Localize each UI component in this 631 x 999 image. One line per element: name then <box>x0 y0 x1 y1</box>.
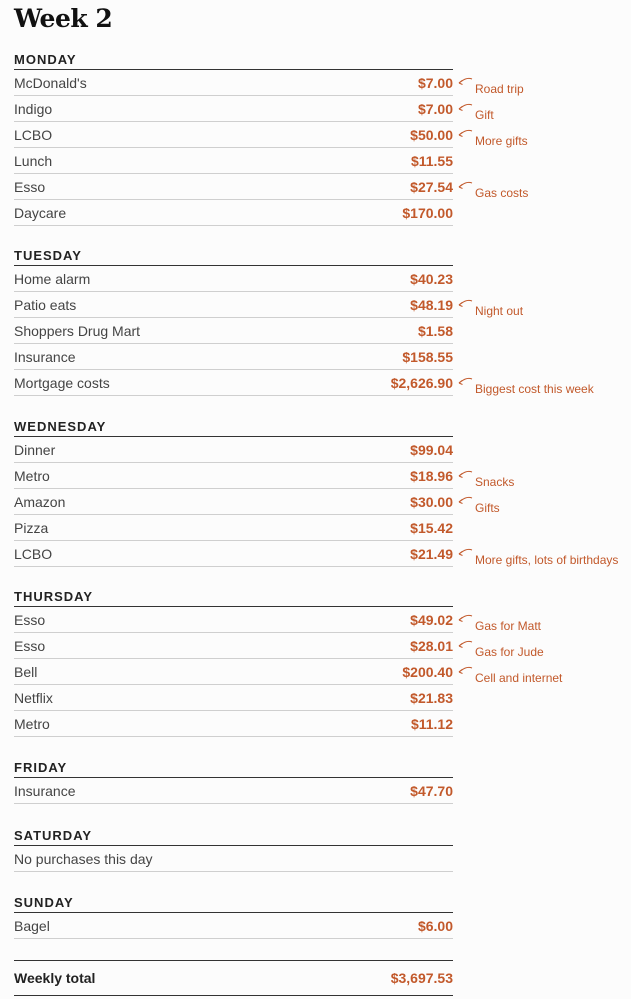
expense-amount: $7.00 <box>417 100 453 117</box>
annotation-text: Road trip <box>475 82 524 96</box>
expense-row <box>14 266 453 292</box>
expense-row <box>14 659 453 685</box>
day-heading: THURSDAY <box>14 589 453 607</box>
curved-arrow-icon <box>457 376 473 390</box>
curved-arrow-icon <box>457 469 473 483</box>
page-title: Week 2 <box>14 4 113 33</box>
expense-label: Esso <box>14 611 46 628</box>
expense-label: Pizza <box>14 519 49 536</box>
expense-amount: $99.04 <box>410 441 453 458</box>
expense-amount: $200.40 <box>402 663 453 680</box>
day-heading: WEDNESDAY <box>14 419 453 437</box>
expense-amount: $170.00 <box>402 204 453 221</box>
annotation-note <box>457 469 514 489</box>
expense-row <box>14 70 453 96</box>
expense-row <box>14 778 453 804</box>
expense-label: Metro <box>14 715 50 732</box>
expense-label: Daycare <box>14 204 67 221</box>
expense-row <box>14 370 453 396</box>
day-section-monday <box>14 52 453 226</box>
expense-label: Bagel <box>14 917 50 934</box>
day-section-thursday <box>14 589 453 737</box>
day-section-sunday <box>14 895 453 939</box>
day-heading: TUESDAY <box>14 248 453 266</box>
annotation-note <box>457 180 528 200</box>
day-section-friday <box>14 760 453 804</box>
expense-amount: $40.23 <box>410 270 453 287</box>
expense-label: Insurance <box>14 782 76 799</box>
expense-label: Esso <box>14 178 46 195</box>
day-section-wednesday <box>14 419 453 567</box>
expense-label: Shoppers Drug Mart <box>14 322 141 339</box>
annotation-note <box>457 495 500 515</box>
annotation-note <box>457 376 594 396</box>
expense-row <box>14 846 453 872</box>
expense-amount: $2,626.90 <box>390 374 453 391</box>
expense-label: Insurance <box>14 348 76 365</box>
annotation-note <box>457 128 528 148</box>
annotation-text: More gifts <box>475 134 528 148</box>
expense-amount: $11.55 <box>410 152 453 169</box>
expense-label: McDonald's <box>14 74 87 91</box>
curved-arrow-icon <box>457 76 473 90</box>
day-section-saturday <box>14 828 453 872</box>
expense-label: Mortgage costs <box>14 374 110 391</box>
expense-label: Bell <box>14 663 38 680</box>
expense-row <box>14 685 453 711</box>
expense-amount: $21.49 <box>410 545 453 562</box>
annotation-text: More gifts, lots of birthdays <box>475 553 619 567</box>
annotation-text: Gas costs <box>475 186 529 200</box>
expense-row <box>14 711 453 737</box>
expense-label: Patio eats <box>14 296 77 313</box>
weekly-total-row <box>14 960 453 996</box>
weekly-total-label: Weekly total <box>14 970 96 986</box>
expense-amount: $15.42 <box>410 519 453 536</box>
expense-label: LCBO <box>14 545 53 562</box>
expense-amount: $28.01 <box>410 637 453 654</box>
curved-arrow-icon <box>457 665 473 679</box>
expense-label: No purchases this day <box>14 850 153 867</box>
curved-arrow-icon <box>457 102 473 116</box>
annotation-text: Gas for Matt <box>475 619 542 633</box>
expense-row <box>14 607 453 633</box>
curved-arrow-icon <box>457 128 473 142</box>
expense-amount: $30.00 <box>410 493 453 510</box>
expense-row <box>14 148 453 174</box>
expense-row <box>14 463 453 489</box>
annotation-note <box>457 547 618 567</box>
expense-amount: $158.55 <box>402 348 453 365</box>
annotation-text: Night out <box>475 304 524 318</box>
expense-amount: $47.70 <box>410 782 453 799</box>
annotation-text: Snacks <box>475 475 515 489</box>
annotation-text: Gas for Jude <box>475 645 544 659</box>
expense-amount: $48.19 <box>410 296 453 313</box>
expense-label: Dinner <box>14 441 56 458</box>
annotation-note <box>457 102 494 122</box>
expense-row <box>14 541 453 567</box>
expense-amount: $49.02 <box>410 611 453 628</box>
expense-row <box>14 318 453 344</box>
curved-arrow-icon <box>457 180 473 194</box>
expense-amount: $50.00 <box>410 126 453 143</box>
curved-arrow-icon <box>457 547 473 561</box>
expense-row <box>14 437 453 463</box>
curved-arrow-icon <box>457 495 473 509</box>
day-heading: FRIDAY <box>14 760 453 778</box>
day-heading: SUNDAY <box>14 895 453 913</box>
expense-row <box>14 292 453 318</box>
expense-label: Netflix <box>14 689 53 706</box>
annotation-text: Biggest cost this week <box>475 382 594 396</box>
expense-row <box>14 489 453 515</box>
expense-label: Home alarm <box>14 270 91 287</box>
curved-arrow-icon <box>457 298 473 312</box>
expense-row <box>14 633 453 659</box>
expense-amount: $18.96 <box>410 467 453 484</box>
expense-row <box>14 96 453 122</box>
expense-label: Metro <box>14 467 50 484</box>
expense-amount: $6.00 <box>417 917 453 934</box>
annotation-note <box>457 613 541 633</box>
annotation-note <box>457 298 523 318</box>
annotation-text: Cell and internet <box>475 671 563 685</box>
expense-row <box>14 913 453 939</box>
expense-amount: $21.83 <box>410 689 453 706</box>
curved-arrow-icon <box>457 639 473 653</box>
expense-amount: $11.12 <box>410 715 453 732</box>
expense-amount: $1.58 <box>417 322 453 339</box>
expense-label: LCBO <box>14 126 53 143</box>
expense-row <box>14 174 453 200</box>
annotation-note <box>457 76 524 96</box>
expense-amount: $27.54 <box>410 178 453 195</box>
expense-label: Esso <box>14 637 46 654</box>
day-heading: MONDAY <box>14 52 453 70</box>
expense-row <box>14 122 453 148</box>
expense-row <box>14 344 453 370</box>
expense-label: Amazon <box>14 493 66 510</box>
day-section-tuesday <box>14 248 453 396</box>
expense-amount: $7.00 <box>417 74 453 91</box>
annotation-note <box>457 639 544 659</box>
curved-arrow-icon <box>457 613 473 627</box>
weekly-total-amount: $3,697.53 <box>390 970 453 986</box>
annotation-text: Gift <box>475 108 494 122</box>
expense-label: Indigo <box>14 100 53 117</box>
annotation-text: Gifts <box>475 501 500 515</box>
expense-label: Lunch <box>14 152 53 169</box>
expense-row <box>14 515 453 541</box>
day-heading: SATURDAY <box>14 828 453 846</box>
expense-row <box>14 200 453 226</box>
annotation-note <box>457 665 562 685</box>
